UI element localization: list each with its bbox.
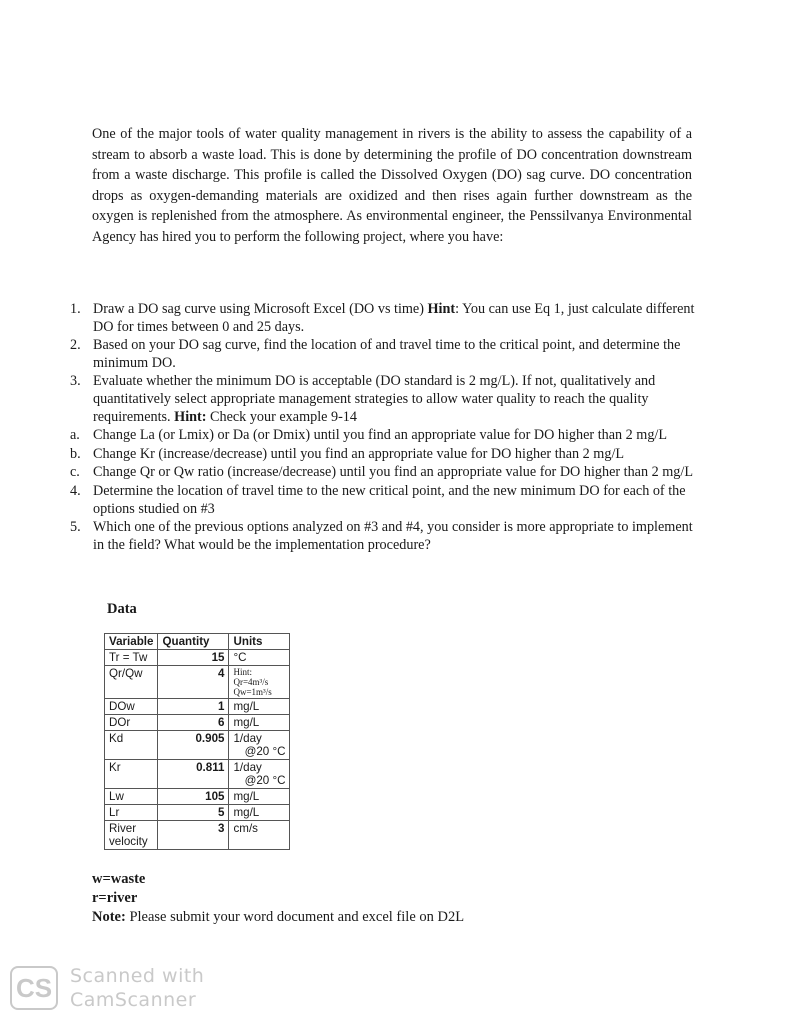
table-row <box>105 760 290 789</box>
watermark-line-1: Scanned with <box>70 965 205 987</box>
table-row <box>105 699 290 715</box>
task-text: Change La (or Lmix) or Da (or Dmix) until you find an appropriate value for DO higher than 2 mg/L <box>93 427 668 444</box>
hint-qr: Qr=4m³/s <box>233 677 269 687</box>
cell-variable: DOw <box>105 699 158 715</box>
cell-units: mg/L <box>229 715 290 731</box>
watermark-line-2: CamScanner <box>70 989 197 1011</box>
table-row <box>105 805 290 821</box>
cell-variable: Kd <box>105 731 158 760</box>
table-row <box>105 731 290 760</box>
column-header-units: Units <box>229 634 290 650</box>
column-header-quantity: Quantity <box>158 634 229 650</box>
cell-variable: Lr <box>105 805 158 821</box>
cell-quantity: 3 <box>158 821 229 850</box>
table-row <box>105 715 290 731</box>
camscanner-logo-icon: CS <box>10 966 58 1010</box>
task-text-post: Check your example 9-14 <box>206 408 357 425</box>
cell-quantity: 15 <box>158 650 229 666</box>
table-header-row <box>105 634 290 650</box>
data-heading: Data <box>107 601 137 617</box>
watermark-text <box>70 964 204 1012</box>
task-text: Based on your DO sag curve, find the location of and travel time to the critical point, and determine the minimum DO. <box>93 337 681 371</box>
task-marker: 3. <box>70 373 81 390</box>
task-bold: Hint <box>427 301 456 317</box>
camscanner-watermark <box>10 964 204 1012</box>
task-text: Change Qr or Qw ratio (increase/decrease) until you find an appropriate value for DO higher than 2 mg/L <box>93 464 693 481</box>
units-line: 1/day <box>233 761 262 774</box>
task-item-3a <box>70 427 700 445</box>
cell-units: mg/L <box>229 805 290 821</box>
task-marker: a. <box>70 427 80 444</box>
task-item-3c <box>70 464 700 482</box>
task-item-1 <box>70 301 700 336</box>
cell-variable: Lw <box>105 789 158 805</box>
task-marker: 4. <box>70 482 81 499</box>
cell-units: °C <box>229 650 290 666</box>
task-bold: Hint: <box>174 408 207 425</box>
task-marker: c. <box>70 464 80 481</box>
task-text: Determine the location of travel time to the new critical point, and the new minimum DO for each of the options studied on #3 <box>93 482 686 517</box>
cell-variable: Kr <box>105 760 158 789</box>
cell-units <box>229 731 290 760</box>
cell-units <box>229 666 290 699</box>
cell-quantity: 105 <box>158 789 229 805</box>
task-item-3 <box>70 373 700 426</box>
cell-units <box>229 760 290 789</box>
cell-quantity: 0.905 <box>158 731 229 760</box>
cell-variable: DOr <box>105 715 158 731</box>
table-row <box>105 650 290 666</box>
cell-quantity: 1 <box>158 699 229 715</box>
notes-block <box>92 870 464 927</box>
units-condition: @20 °C <box>244 745 286 758</box>
column-header-variable: Variable <box>105 634 158 650</box>
cell-units: mg/L <box>229 789 290 805</box>
cell-quantity: 5 <box>158 805 229 821</box>
task-item-2 <box>70 337 700 372</box>
units-line: 1/day <box>233 732 262 745</box>
task-marker: 1. <box>70 301 81 317</box>
task-text: Draw a DO sag curve using Microsoft Excel (DO vs time) <box>93 301 428 317</box>
note-label: Note: <box>92 909 126 925</box>
table-row <box>105 789 290 805</box>
task-text: Change Kr (increase/decrease) until you find an appropriate value for DO higher than 2 mg/L <box>93 445 625 462</box>
hint-qw: Qw=1m³/s <box>233 687 272 697</box>
intro-paragraph: One of the major tools of water quality management in rivers is the ability to assess the capability of a stream to absorb a waste load. This is done by determining the profile of DO concentration downstream from a waste discharge. This profile is called the Dissolved Oxygen (DO) sag curve. DO concentration drops as oxygen-demanding materials are oxidized and then rises again further downstream as the oxygen is replenished from the atmosphere. As environmental engineer, the Penssilvanya Environmental Agency has hired you to perform the following project, where you have: <box>92 126 692 245</box>
data-table <box>104 633 290 850</box>
cell-quantity: 6 <box>158 715 229 731</box>
hint-label: Hint: <box>233 667 252 677</box>
cell-variable: River velocity <box>105 821 158 850</box>
task-text: Which one of the previous options analyzed on #3 and #4, you consider is more appropriate to implement in the field? What would be the implementation procedure? <box>93 519 693 553</box>
table-row <box>105 666 290 699</box>
cell-variable: Qr/Qw <box>105 666 158 699</box>
river-definition: r=river <box>92 890 138 906</box>
task-text-post: : You can use Eq 1, just calculate different DO for times between 0 and 25 days. <box>93 301 695 335</box>
task-marker: b. <box>70 445 81 462</box>
task-item-5 <box>70 519 700 554</box>
task-text: Evaluate whether the minimum DO is acceptable (DO standard is 2 mg/L). If not, qualitatively and quantitatively select appropriate management strategies to allow water quality to reach the quality requirements. <box>93 373 656 425</box>
cell-variable: Tr = Tw <box>105 650 158 666</box>
task-marker: 5. <box>70 519 81 536</box>
units-condition: @20 °C <box>244 774 286 787</box>
task-item-4 <box>70 483 700 518</box>
table-row <box>105 821 290 850</box>
waste-definition: w=waste <box>92 871 146 887</box>
note-text: Please submit your word document and excel file on D2L <box>125 909 465 925</box>
task-list <box>70 301 700 555</box>
cell-quantity: 0.811 <box>158 760 229 789</box>
task-marker: 2. <box>70 337 81 354</box>
submission-note <box>92 908 464 927</box>
cell-units: cm/s <box>229 821 290 850</box>
cell-quantity: 4 <box>158 666 229 699</box>
cell-units: mg/L <box>229 699 290 715</box>
task-item-3b <box>70 446 700 464</box>
